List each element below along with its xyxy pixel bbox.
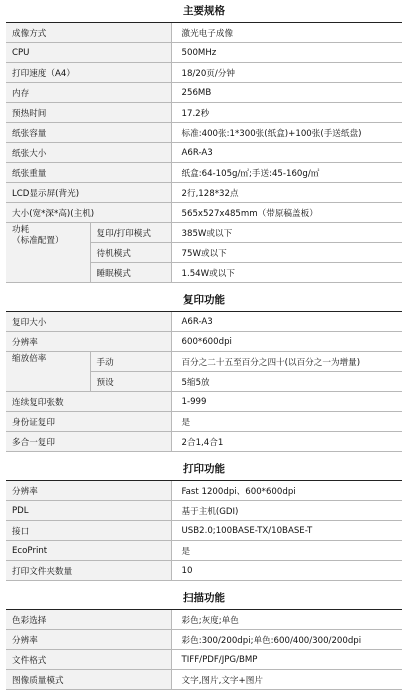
table-row: [6, 23, 402, 43]
table-row: [6, 143, 402, 163]
section-title-scan: 扫描功能: [6, 587, 402, 610]
spec-value: 500MHz: [171, 43, 402, 63]
section-title-main-specs: 主要规格: [6, 0, 402, 23]
spec-value: 激光电子成像: [171, 23, 402, 43]
spec-sublabel: 预设: [90, 372, 171, 392]
spec-label: 打印文件夹数量: [6, 561, 171, 581]
section-title-copy: 复印功能: [6, 289, 402, 312]
spec-label: 纸张重量: [6, 163, 171, 183]
copy-specs-table: [6, 312, 402, 452]
spec-label: 接口: [6, 521, 171, 541]
spec-value: 10: [171, 561, 402, 581]
table-row: [6, 392, 402, 412]
spec-value: 256MB: [171, 83, 402, 103]
table-row: [6, 163, 402, 183]
table-row: [6, 481, 402, 501]
spec-label: 分辨率: [6, 630, 171, 650]
table-row: [6, 412, 402, 432]
table-row: [6, 630, 402, 650]
spec-value: 18/20页/分钟: [171, 63, 402, 83]
table-row: [6, 63, 402, 83]
spec-value: 纸盒:64-105g/㎡;手送:45-160g/㎡: [171, 163, 402, 183]
spec-label: 分辨率: [6, 481, 171, 501]
print-specs-table: [6, 481, 402, 581]
table-row: [6, 650, 402, 670]
spec-value: 百分之二十五至百分之四十(以百分之一为增量): [171, 352, 402, 372]
spec-label: PDL: [6, 501, 171, 521]
spec-value: 1.54W或以下: [171, 263, 402, 283]
main-specs-table: [6, 23, 402, 283]
spec-value: A6R-A3: [171, 312, 402, 332]
spec-value: 2行,128*32点: [171, 183, 402, 203]
table-row: [6, 223, 402, 243]
spec-value: 基于主机(GDI): [171, 501, 402, 521]
spec-value: 5缩5放: [171, 372, 402, 392]
table-row: [6, 432, 402, 452]
table-row: [6, 83, 402, 103]
table-row: [6, 103, 402, 123]
spec-value: 17.2秒: [171, 103, 402, 123]
table-row: [6, 43, 402, 63]
table-row: [6, 203, 402, 223]
spec-value: 1-999: [171, 392, 402, 412]
table-row: [6, 670, 402, 690]
spec-label: 复印大小: [6, 312, 171, 332]
spec-label: 文件格式: [6, 650, 171, 670]
power-consumption-label: 功耗 （标准配置）: [6, 223, 90, 283]
spec-label: 纸张容量: [6, 123, 171, 143]
spec-label: 连续复印张数: [6, 392, 171, 412]
spec-label: 打印速度（A4）: [6, 63, 171, 83]
table-row: [6, 183, 402, 203]
table-row: [6, 312, 402, 332]
spec-label: 大小(宽*深*高)(主机): [6, 203, 171, 223]
spec-label: 分辨率: [6, 332, 171, 352]
spec-value: 2合1,4合1: [171, 432, 402, 452]
spec-value: 彩色;灰度;单色: [171, 610, 402, 630]
table-row: [6, 352, 402, 372]
spec-value: Fast 1200dpi、600*600dpi: [171, 481, 402, 501]
spec-label: 内存: [6, 83, 171, 103]
spec-label: 预热时间: [6, 103, 171, 123]
section-title-print: 打印功能: [6, 458, 402, 481]
spec-label: LCD显示屏(背光): [6, 183, 171, 203]
spec-value: 文字,图片,文字+图片: [171, 670, 402, 690]
spec-value: 是: [171, 541, 402, 561]
spec-sublabel: 睡眠模式: [90, 263, 171, 283]
spec-value: A6R-A3: [171, 143, 402, 163]
spec-value: 600*600dpi: [171, 332, 402, 352]
spec-label: CPU: [6, 43, 171, 63]
spec-value: 565x527x485mm（带原稿盖板）: [171, 203, 402, 223]
spec-sublabel: 手动: [90, 352, 171, 372]
scan-specs-table: [6, 610, 402, 690]
spec-label: 多合一复印: [6, 432, 171, 452]
spec-sublabel: 复印/打印模式: [90, 223, 171, 243]
table-row: [6, 521, 402, 541]
spec-label: EcoPrint: [6, 541, 171, 561]
spec-value: 彩色:300/200dpi;单色:600/400/300/200dpi: [171, 630, 402, 650]
spec-sublabel: 待机模式: [90, 243, 171, 263]
table-row: [6, 561, 402, 581]
spec-value: 标准:400张:1*300张(纸盒)+100张(手送纸盘): [171, 123, 402, 143]
zoom-ratio-label: 缩放倍率: [6, 352, 90, 392]
table-row: [6, 610, 402, 630]
spec-label: 色彩选择: [6, 610, 171, 630]
spec-label: 图像质量模式: [6, 670, 171, 690]
spec-value: 75W或以下: [171, 243, 402, 263]
spec-label: 身份证复印: [6, 412, 171, 432]
table-row: [6, 332, 402, 352]
spec-label: 成像方式: [6, 23, 171, 43]
spec-value: 385W或以下: [171, 223, 402, 243]
table-row: [6, 123, 402, 143]
spec-label: 纸张大小: [6, 143, 171, 163]
spec-value: TIFF/PDF/JPG/BMP: [171, 650, 402, 670]
table-row: [6, 541, 402, 561]
spec-value: 是: [171, 412, 402, 432]
table-row: [6, 501, 402, 521]
spec-value: USB2.0;100BASE-TX/10BASE-T: [171, 521, 402, 541]
